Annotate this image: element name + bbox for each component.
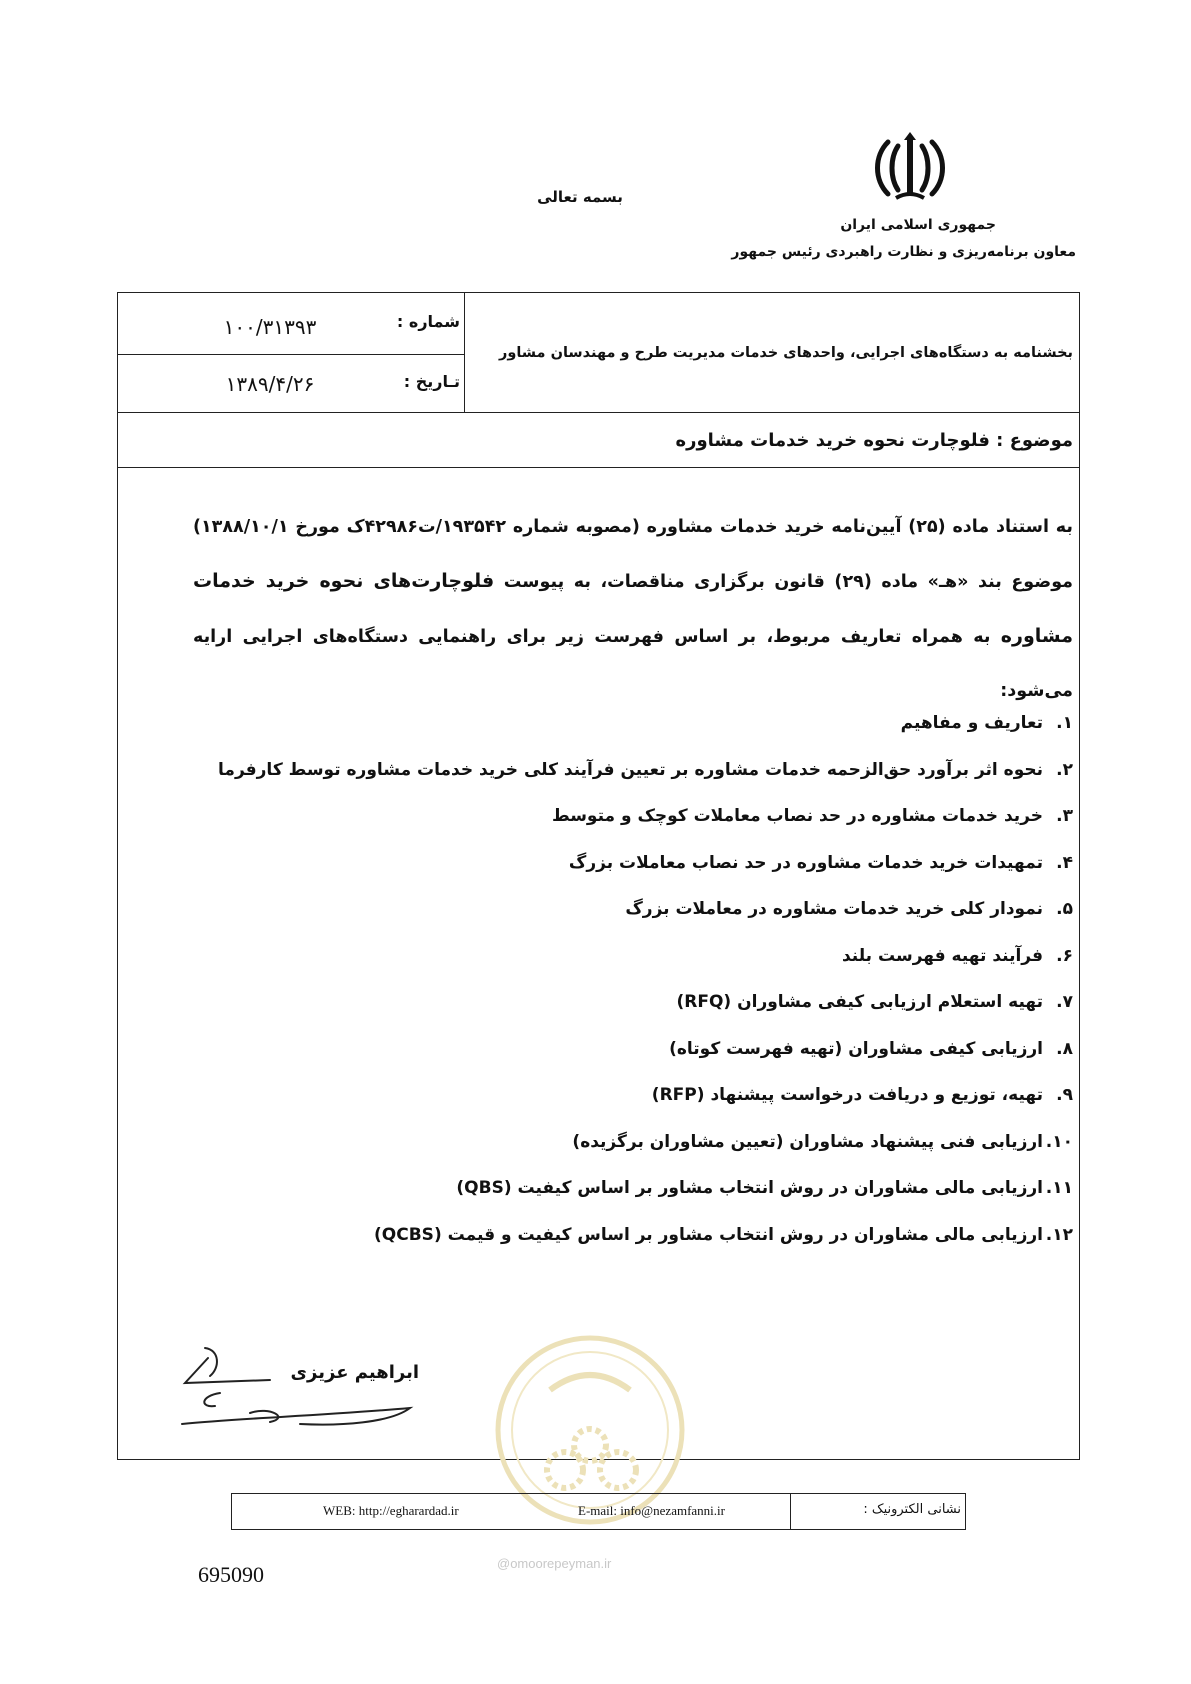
letter-number: ۱۰۰/۳۱۳۹۳ [223, 315, 317, 339]
list-item [193, 1212, 1073, 1259]
list-item-number: ۱۲. [1045, 1224, 1073, 1245]
document-number: 695090 [198, 1562, 264, 1587]
list-item [193, 933, 1073, 980]
email-link[interactable]: E-mail: info@nezamfanni.ir [578, 1503, 725, 1518]
body-paragraph [193, 500, 1073, 718]
list-item-text: تهیه استعلام ارزیابی کیفی مشاوران (RFQ) [676, 992, 1043, 1012]
site-watermark: @omoorepeyman.ir [497, 1556, 612, 1571]
list-item [193, 886, 1073, 933]
list-item-text: ارزیابی فنی پیشنهاد مشاوران (تعیین مشاوران برگزیده) [572, 1131, 1043, 1152]
list-item-number: ۱۱. [1045, 1178, 1073, 1198]
date-label: تـاریخ : [403, 372, 460, 391]
list-item [193, 700, 1073, 747]
list-item [193, 979, 1073, 1026]
list-item-text: فرآیند تهیه فهرست بلند [841, 945, 1043, 966]
list-item-number: ۲. [1056, 759, 1073, 780]
list-item-text: نمودار کلی خرید خدمات مشاوره در معاملات بزرگ [625, 899, 1043, 919]
list-item-number: ۵. [1056, 899, 1073, 919]
website-link[interactable]: WEB: http://egharardad.ir [323, 1503, 459, 1518]
bismillah-heading: بسمه تعالی [537, 188, 623, 206]
handwritten-signature [180, 1338, 420, 1428]
list-item-text: تعاریف و مفاهیم [900, 713, 1043, 733]
list-item [193, 1119, 1073, 1166]
list-item [193, 840, 1073, 887]
list-item-number: ۷. [1056, 992, 1073, 1012]
signer-name: ابراهیم عزیزی [290, 1362, 419, 1383]
office-name: معاون برنامه‌ریزی و نظارت راهبردی رئیس جمهور [731, 244, 1076, 260]
recipients-line: بخشنامه به دستگاه‌های اجرایی، واحدهای خدمات مدیریت طرح و مهندسان مشاور [498, 345, 1073, 361]
list-item-number: ۶. [1056, 945, 1073, 966]
number-label: شماره : [396, 312, 460, 331]
list-item [193, 747, 1073, 794]
contact-label: نشانی الکترونیک : [863, 1502, 961, 1517]
list-item-number: ۸. [1056, 1038, 1073, 1059]
list-item-number: ۹. [1056, 1085, 1073, 1105]
list-item-number: ۳. [1056, 806, 1073, 826]
list-item-text: تمهیدات خرید خدمات مشاوره در حد نصاب معاملات بزرگ [568, 852, 1043, 873]
list-item [193, 1026, 1073, 1073]
list-item-text: خرید خدمات مشاوره در حد نصاب معاملات کوچک و متوسط [552, 806, 1043, 826]
list-item-text: ارزیابی مالی مشاوران در روش انتخاب مشاور بر اساس کیفیت (QBS) [456, 1178, 1043, 1198]
government-name: جمهوری اسلامی ایران [840, 217, 996, 233]
list-item [193, 793, 1073, 840]
header-divider [464, 292, 465, 413]
body-highlight: فلوچارت‌های نحوه خرید خدمات مشاوره [193, 570, 1073, 647]
iran-emblem-icon [870, 128, 950, 208]
body-text-part1: به استناد ماده (۲۵) آیین‌نامه خرید خدمات مشاوره (مصوبه شماره ۱۹۳۵۴۲/ت۴۲۹۸۶ک مورخ ۱۳۸۸/۱۰/۱) موضوع بند «هـ» ماده (۲۹) قانون برگزاری مناقصات، به پیوست [193, 517, 1073, 592]
list-item [193, 1165, 1073, 1212]
list-item-text: ارزیابی مالی مشاوران در روش انتخاب مشاور بر اساس کیفیت و قیمت (QCBS) [374, 1224, 1043, 1245]
items-list [193, 700, 1073, 1258]
list-item-text: ارزیابی کیفی مشاوران (تهیه فهرست کوتاه) [669, 1038, 1043, 1059]
list-item-number: ۱۰. [1045, 1131, 1073, 1152]
list-item-number: ۱. [1056, 713, 1073, 733]
header-middle-line [117, 354, 464, 355]
list-item-number: ۴. [1056, 852, 1073, 873]
list-item-text: نحوه اثر برآورد حق‌الزحمه خدمات مشاوره بر تعیین فرآیند کلی خرید خدمات مشاوره توسط کارفرما [218, 759, 1043, 780]
subject-line: موضوع : فلوچارت نحوه خرید خدمات مشاوره [675, 430, 1073, 451]
list-item-text: تهیه، توزیع و دریافت درخواست پیشنهاد (RFP) [651, 1085, 1043, 1105]
letter-date: ۱۳۸۹/۴/۲۶ [225, 372, 315, 396]
list-item [193, 1072, 1073, 1119]
body-text-part2: به همراه تعاریف مربوط، بر اساس فهرست زیر برای راهنمایی دستگاه‌های اجرایی ارایه می‌شود: [193, 627, 1073, 701]
